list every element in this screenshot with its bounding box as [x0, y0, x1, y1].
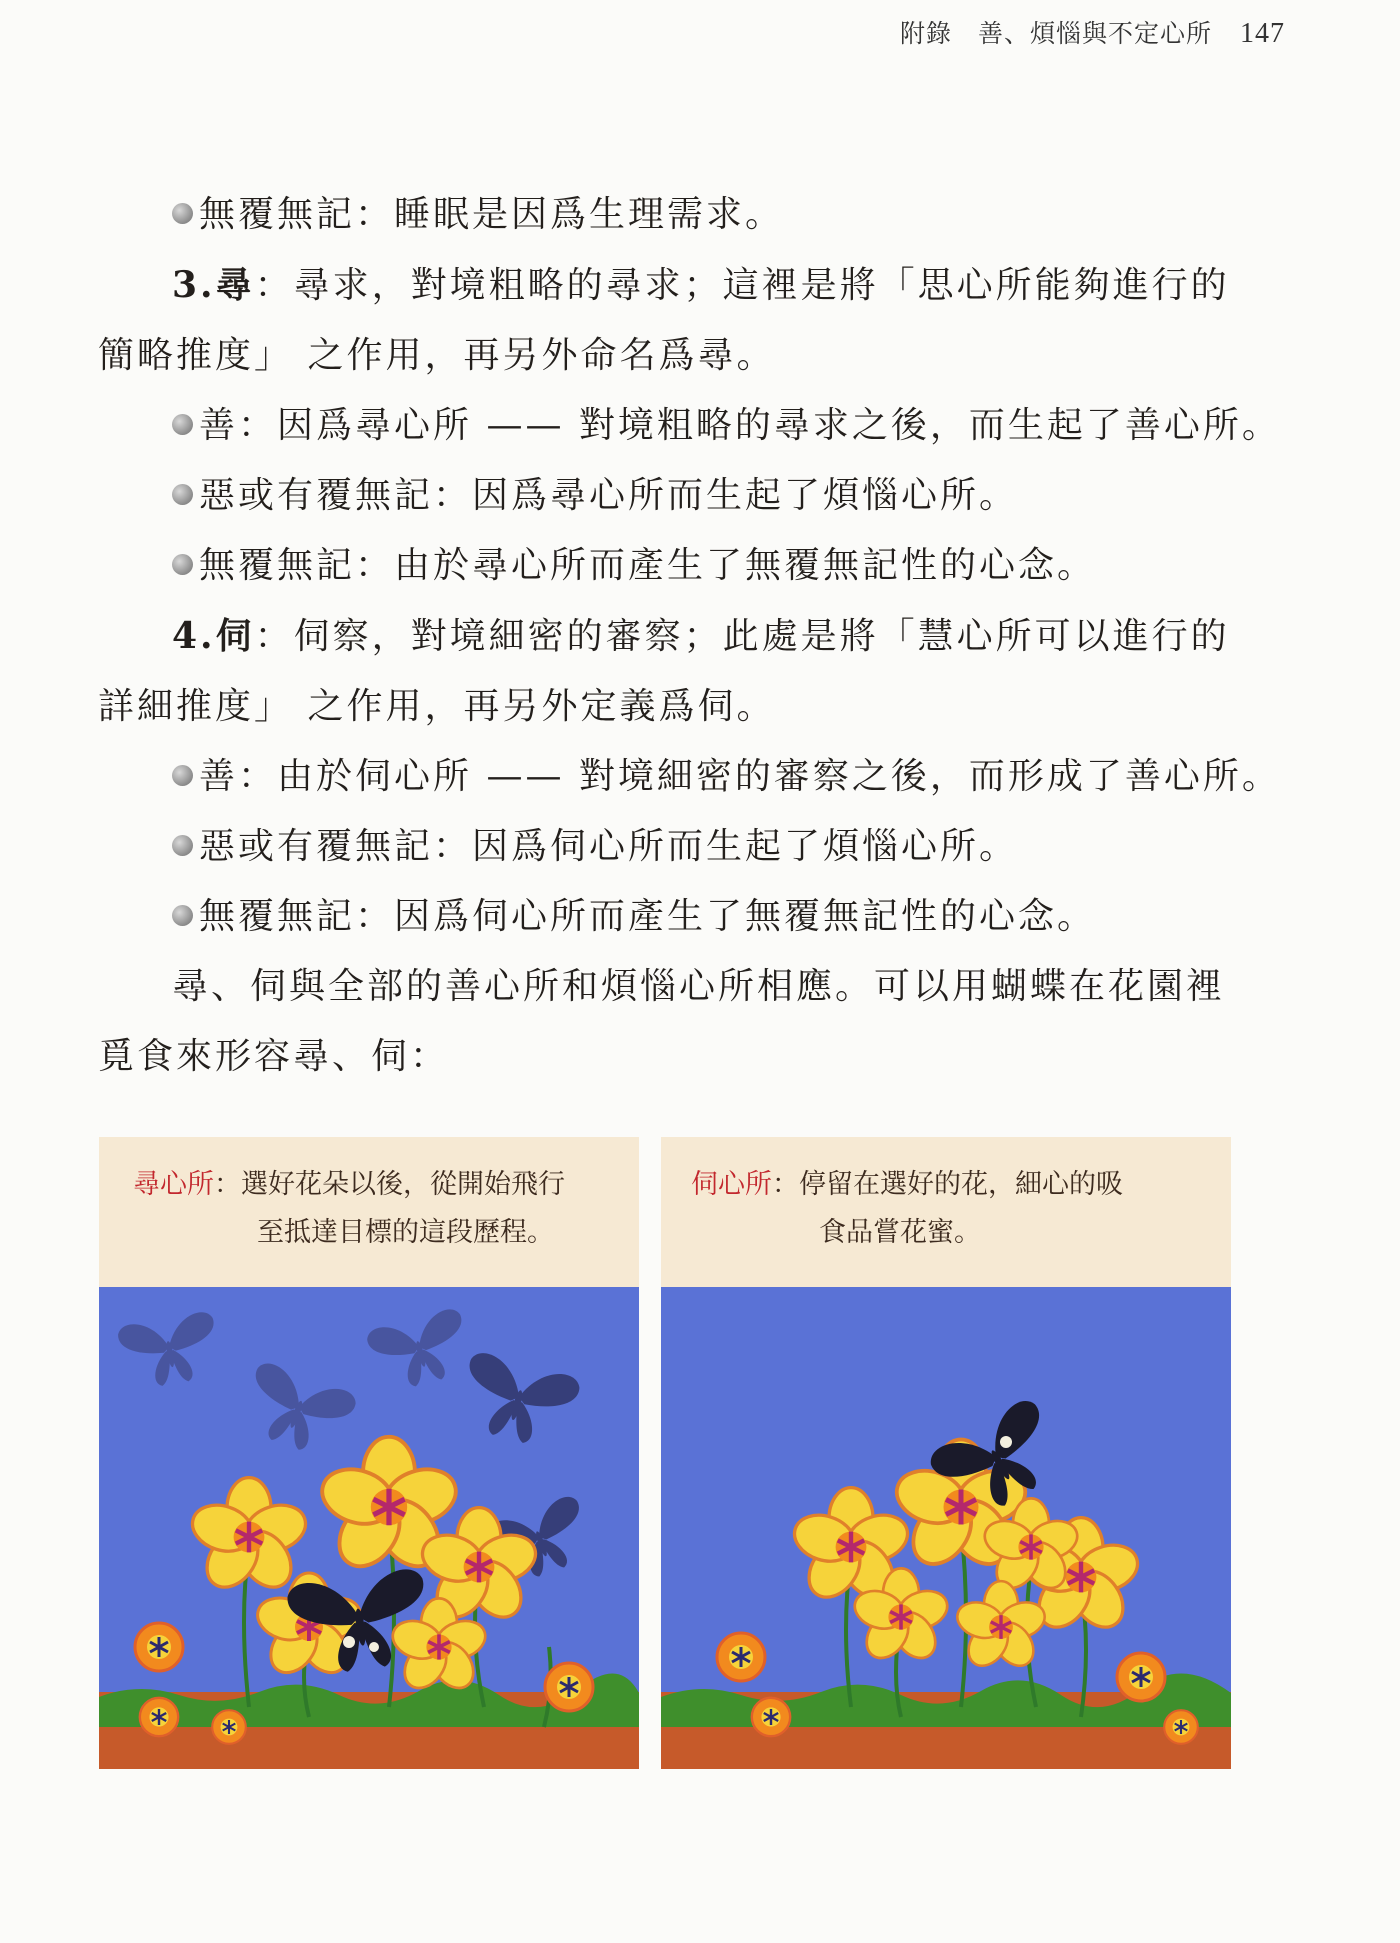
continuation-line: 詳細推度」 之作用，再另外定義爲伺。	[98, 686, 776, 727]
caption-text: 食品嘗花蜜。	[819, 1217, 981, 1248]
garden-scene-feeding	[661, 1287, 1231, 1769]
caption-text: ：停留在選好的花，細心的吸	[772, 1169, 1123, 1200]
bullet-item: 無覆無記：由於尋心所而產生了無覆無記性的心念。	[98, 531, 1230, 601]
body-text	[98, 180, 1281, 1092]
bullet-dot-icon	[172, 554, 193, 575]
section-term: 伺	[215, 615, 255, 657]
running-title: 附錄 善、煩惱與不定心所	[900, 19, 1213, 48]
bullet-dot-icon	[172, 905, 193, 926]
butterfly-illustration	[99, 1137, 1231, 1769]
bullet-item: 善：因爲尋心所 —— 對境粗略的尋求之後，而生起了善心所。	[98, 391, 1230, 461]
caption-si	[661, 1137, 1231, 1287]
running-header	[900, 14, 1285, 50]
bullet-item: 無覆無記：因爲伺心所而產生了無覆無記性的心念。	[98, 882, 1230, 952]
continuation-line: 簡略推度」 之作用，再另外命名爲尋。	[98, 335, 776, 376]
bullet-item: 無覆無記：睡眠是因爲生理需求。	[98, 180, 1230, 250]
section-heading-xun: 3.尋：尋求，對境粗略的尋求；這裡是將「思心所能夠進行的	[172, 264, 1230, 306]
caption-text: 至抵達目標的這段歷程。	[257, 1217, 554, 1248]
bullet-dot-icon	[172, 765, 193, 786]
bullet-dot-icon	[172, 835, 193, 856]
panel-si	[661, 1137, 1231, 1769]
caption-term: 伺心所	[691, 1169, 772, 1200]
bullet-dot-icon	[172, 203, 193, 224]
bullet-dot-icon	[172, 484, 193, 505]
bullet-item: 善：由於伺心所 —— 對境細密的審察之後，而形成了善心所。	[98, 742, 1230, 812]
caption-term: 尋心所	[133, 1169, 214, 1200]
caption-text: ：選好花朵以後，從開始飛行	[214, 1169, 565, 1200]
section-heading-si: 4.伺：伺察，對境細密的審察；此處是將「慧心所可以進行的	[172, 615, 1230, 657]
continuation-line: 覓食來形容尋、伺：	[98, 1036, 450, 1077]
bullet-item: 惡或有覆無記：因爲伺心所而生起了煩惱心所。	[98, 812, 1230, 882]
bullet-dot-icon	[172, 414, 193, 435]
bullet-item: 惡或有覆無記：因爲尋心所而生起了煩惱心所。	[98, 461, 1230, 531]
section-number: 3.	[172, 264, 216, 306]
panel-xun	[99, 1137, 639, 1769]
section-number: 4.	[172, 615, 216, 657]
page-number: 147	[1240, 18, 1286, 49]
body-paragraph: 尋、伺與全部的善心所和煩惱心所相應。可以用蝴蝶在花園裡	[172, 966, 1226, 1007]
section-term: 尋	[215, 264, 255, 306]
caption-xun	[99, 1137, 639, 1287]
garden-scene-flying	[99, 1287, 639, 1769]
